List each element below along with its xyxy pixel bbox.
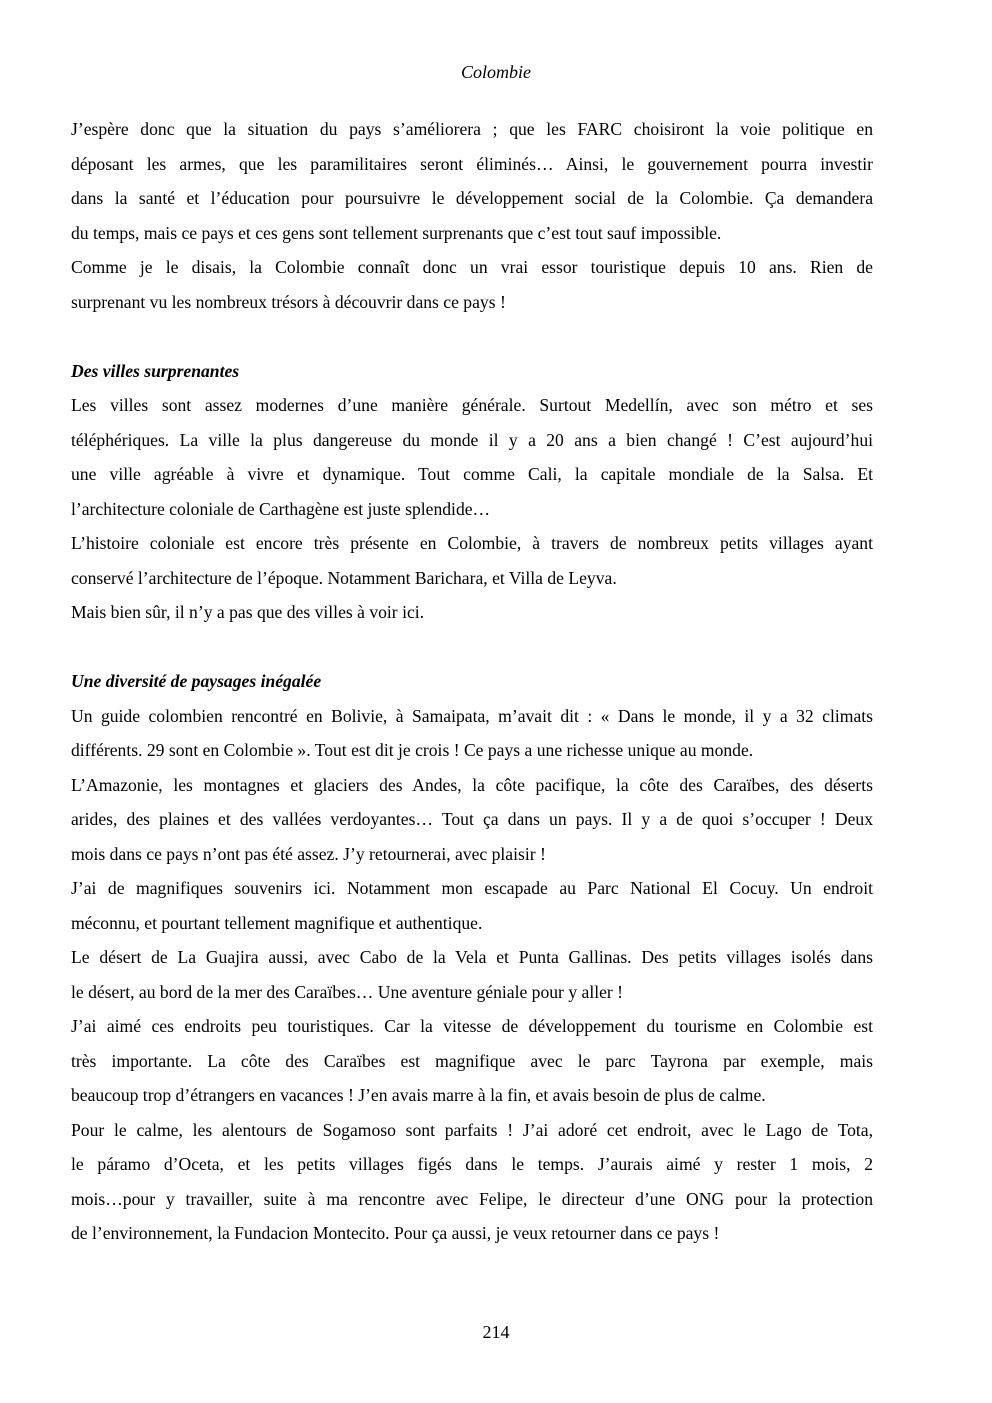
text-line: Comme je le disais, la Colombie connaît donc un vrai essor touristique depuis 10 ans. Rien de xyxy=(71,257,873,277)
paragraph xyxy=(71,768,873,872)
section-heading: Une diversité de paysages inégalée xyxy=(71,671,322,691)
text-line: le páramo d’Oceta, et les petits villages figés dans le temps. J’aurais aimé y rester 1 mois, 2 xyxy=(71,1154,873,1174)
paragraph xyxy=(71,1009,873,1113)
page-number: 214 xyxy=(482,1322,510,1342)
section-spacer xyxy=(71,319,873,354)
text-line: Pour le calme, les alentours de Sogamoso sont parfaits ! J’ai adoré cet endroit, avec le Lago de Tota, xyxy=(71,1119,873,1140)
text-line: très importante. La côte des Caraïbes est magnifique avec le parc Tayrona par exemple, mais xyxy=(71,1050,873,1071)
text-line: beaucoup trop d’étrangers en vacances ! J’en avais marre à la fin, et avais besoin de plus de calme. xyxy=(71,1085,766,1105)
text-line: J’espère donc que la situation du pays s’améliorera ; que les FARC choisiront la voie politique en xyxy=(71,119,873,139)
text-line: déposant les armes, que les paramilitaires seront éliminés… Ainsi, le gouvernement pourra investir xyxy=(71,153,873,174)
text-line: arides, des plaines et des vallées verdoyantes… Tout ça dans un pays. Il y a de quoi s’occuper ! Deux xyxy=(71,809,873,829)
text-line: L’histoire coloniale est encore très présente en Colombie, à travers de nombreux petits villages ayant xyxy=(71,533,873,553)
text-line: différents. 29 sont en Colombie ». Tout est dit je crois ! Ce pays a une richesse unique au monde. xyxy=(71,740,754,760)
text-line: J’ai aimé ces endroits peu touristiques. Car la vitesse de développement du tourisme en Colombie est xyxy=(71,1016,873,1036)
section-heading: Des villes surprenantes xyxy=(71,360,240,381)
text-line: l’architecture coloniale de Carthagène est juste splendide… xyxy=(71,498,491,519)
paragraph xyxy=(71,871,873,940)
text-line: conservé l’architecture de l’époque. Notamment Barichara, et Villa de Leyva. xyxy=(71,567,617,588)
text-line: de l’environnement, la Fundacion Montecito. Pour ça aussi, je veux retourner dans ce pays ! xyxy=(71,1223,720,1243)
text-line: J’ai de magnifiques souvenirs ici. Notamment mon escapade au Parc National El Cocuy. Un endroit xyxy=(71,878,873,898)
body-text xyxy=(71,112,873,1251)
text-line: Un guide colombien rencontré en Bolivie, à Samaipata, m’avait dit : « Dans le monde, il y a 32 climats xyxy=(71,705,873,726)
text-line: Les villes sont assez modernes d’une manière générale. Surtout Medellín, avec son métro et ses xyxy=(71,395,873,415)
text-line: Mais bien sûr, il n’y a pas que des villes à voir ici. xyxy=(71,602,425,622)
text-line: du temps, mais ce pays et ces gens sont tellement surprenants que c’est tout sauf impossible. xyxy=(71,222,722,243)
paragraph xyxy=(71,1113,873,1251)
paragraph xyxy=(71,112,873,250)
text-line: surprenant vu les nombreux trésors à découvrir dans ce pays ! xyxy=(71,291,506,312)
text-line: téléphériques. La ville la plus dangereuse du monde il y a 20 ans a bien changé ! C’est aujourd’hui xyxy=(71,429,873,450)
text-line: méconnu, et pourtant tellement magnifique et authentique. xyxy=(71,912,483,933)
section-spacer xyxy=(71,630,873,665)
text-line: Le désert de La Guajira aussi, avec Cabo de la Vela et Punta Gallinas. Des petits villages isolés dans xyxy=(71,947,873,967)
paragraph xyxy=(71,526,873,595)
paragraph xyxy=(71,699,873,768)
paragraph xyxy=(71,940,873,1009)
text-line: mois dans ce pays n’ont pas été assez. J’y retournerai, avec plaisir ! xyxy=(71,843,546,864)
text-line: dans la santé et l’éducation pour poursuivre le développement social de la Colombie. Ça demandera xyxy=(71,188,873,208)
text-line: une ville agréable à vivre et dynamique. Tout comme Cali, la capitale mondiale de la Salsa. Et xyxy=(71,464,873,484)
text-line: L’Amazonie, les montagnes et glaciers des Andes, la côte pacifique, la côte des Caraïbes, des déserts xyxy=(71,774,873,795)
text-line: mois…pour y travailler, suite à ma rencontre avec Felipe, le directeur d’une ONG pour la protection xyxy=(71,1188,873,1209)
paragraph xyxy=(71,595,873,630)
running-header: Colombie xyxy=(461,62,531,82)
paragraph xyxy=(71,250,873,319)
text-line: le désert, au bord de la mer des Caraïbes… Une aventure géniale pour y aller ! xyxy=(71,981,624,1002)
paragraph xyxy=(71,388,873,526)
